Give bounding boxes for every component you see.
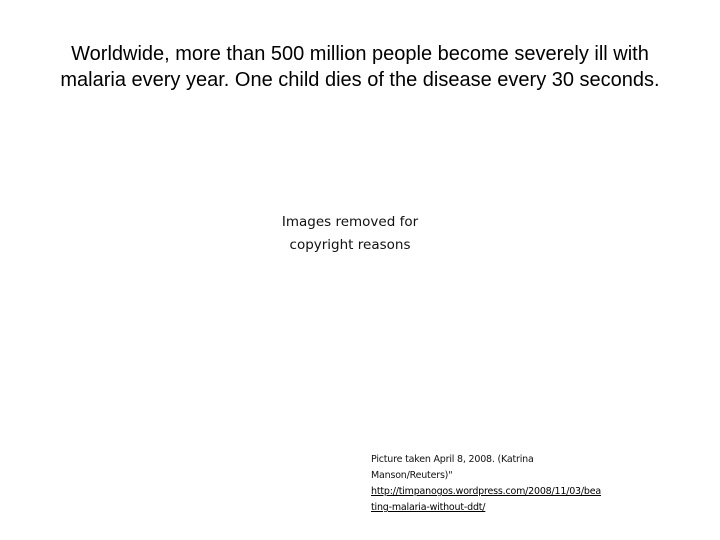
source-link-line-2[interactable]: ting-malaria-without-ddt/ <box>371 502 486 513</box>
title-line-1: Worldwide, more than 500 million people become severely ill with <box>71 43 649 65</box>
source-link-line-1[interactable]: http://timpanogos.wordpress.com/2008/11/03/bea <box>371 486 602 497</box>
image-caption <box>371 452 671 516</box>
image-removed-notice <box>240 211 460 257</box>
title-line-2: malaria every year. One child dies of the disease every 30 seconds. <box>60 69 660 91</box>
caption-line-1: Picture taken April 8, 2008. (Katrina <box>371 454 534 465</box>
notice-line-1: Images removed for <box>281 214 419 230</box>
slide-title <box>20 41 700 93</box>
caption-line-2: Manson/Reuters)" <box>371 470 453 481</box>
notice-line-2: copyright reasons <box>289 237 411 253</box>
